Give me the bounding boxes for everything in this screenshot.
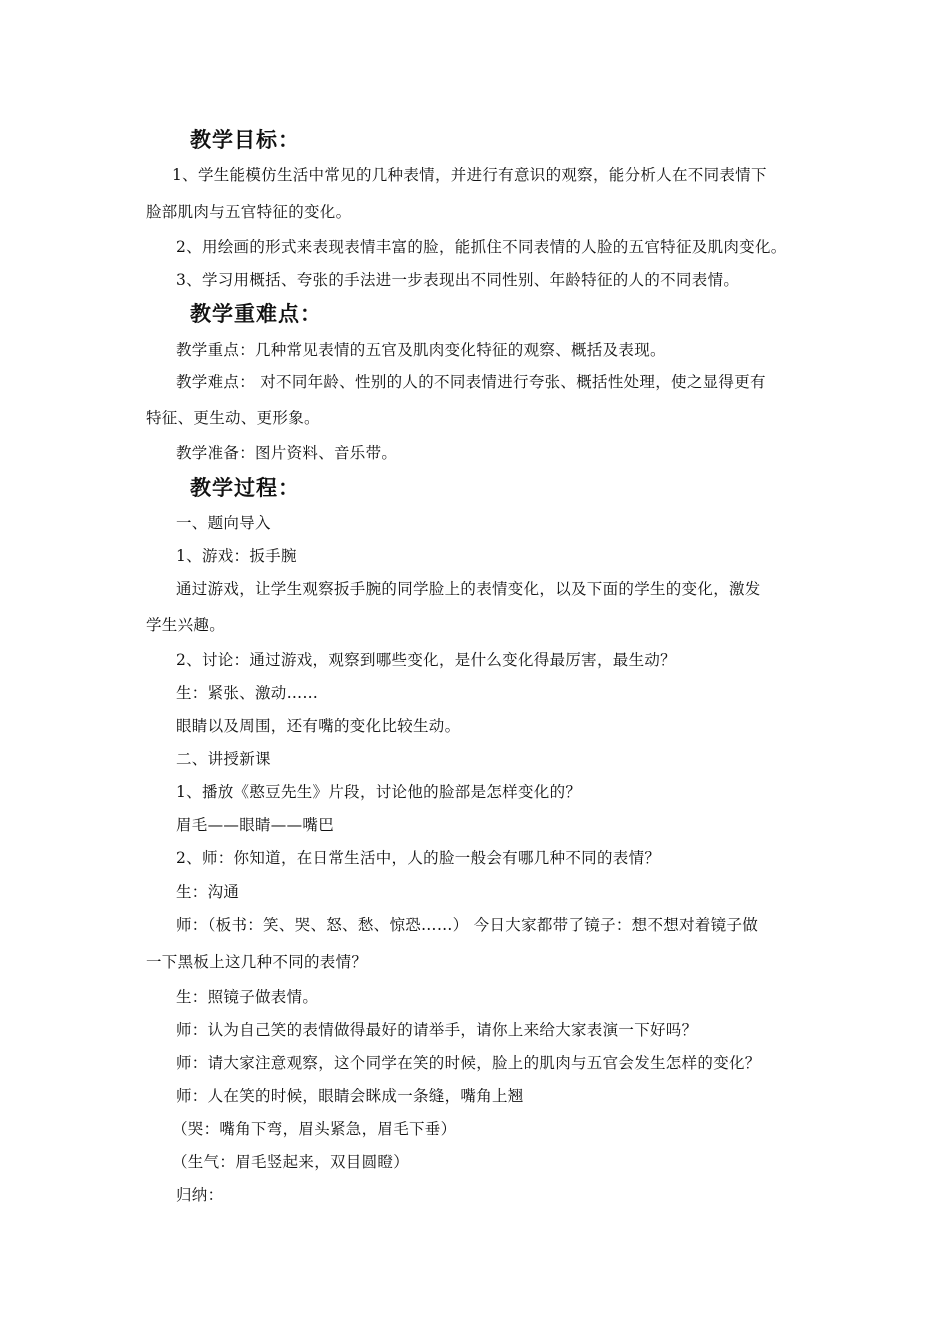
game-desc-line2: 学生兴趣。 (146, 616, 226, 634)
features: 眉毛——眼睛——嘴巴 (176, 816, 335, 834)
cry-note: （哭：嘴角下弯，眉头紧急，眉毛下垂） (172, 1120, 457, 1138)
student-answer-2: 生：沟通 (176, 883, 240, 901)
game-desc-line1: 通过游戏，让学生观察扳手腕的同学脸上的表情变化，以及下面的学生的变化，激发 (176, 580, 761, 598)
teacher-board-line1: 师：（板书：笑、哭、怒、愁、惊恐……） 今日大家都带了镜子：想不想对着镜子做 (176, 916, 759, 934)
difficulty-line1: 教学难点： 对不同年龄、性别的人的不同表情进行夸张、概括性处理，使之显得更有 (176, 373, 766, 391)
anger-note: （生气：眉毛竖起来，双目圆瞪） (172, 1153, 410, 1171)
observation: 眼睛以及周围，还有嘴的变化比较生动。 (176, 717, 461, 735)
difficulty-line2: 特征、更生动、更形象。 (146, 409, 320, 427)
preparation: 教学准备：图片资料、音乐带。 (176, 444, 398, 462)
key-point: 教学重点：几种常见表情的五官及肌肉变化特征的观察、概括及表现。 (176, 341, 666, 359)
objective-1-line2: 脸部肌肉与五官特征的变化。 (146, 203, 352, 221)
student-answer-1: 生：紧张、激动…… (176, 684, 319, 702)
teacher-observe: 师：请大家注意观察，这个同学在笑的时候，脸上的肌肉与五官会发生怎样的变化？ (176, 1054, 761, 1072)
part2-title: 二、讲授新课 (176, 750, 271, 768)
part1-title: 一、题向导入 (176, 514, 271, 532)
key-points-heading: 教学重难点： (190, 302, 322, 326)
teacher-invite: 师：认为自己笑的表情做得最好的请举手，请你上来给大家表演一下好吗？ (176, 1021, 698, 1039)
discussion: 2、讨论：通过游戏，观察到哪些变化，是什么变化得最厉害，最生动？ (176, 651, 676, 669)
teacher-smile: 师：人在笑的时候，眼睛会眯成一条缝，嘴角上翘 (176, 1087, 524, 1105)
game: 1、游戏：扳手腕 (176, 547, 297, 565)
objective-1-line1: 1、学生能模仿生活中常见的几种表情，并进行有意识的观察，能分析人在不同表情下 (172, 166, 767, 184)
teacher-board-line2: 一下黑板上这几种不同的表情？ (146, 953, 368, 971)
teacher-question: 2、师：你知道，在日常生活中，人的脸一般会有哪几种不同的表情？ (176, 849, 661, 867)
video: 1、播放《憨豆先生》片段，讨论他的脸部是怎样变化的？ (176, 783, 582, 801)
student-mirror: 生：照镜子做表情。 (176, 988, 319, 1006)
summary: 归纳： (176, 1186, 224, 1204)
process-heading: 教学过程： (190, 476, 300, 500)
objective-3: 3、学习用概括、夸张的手法进一步表现出不同性别、年龄特征的人的不同表情。 (176, 271, 740, 289)
objective-2: 2、用绘画的形式来表现表情丰富的脸，能抓住不同表情的人脸的五官特征及肌肉变化。 (176, 238, 787, 256)
objectives-heading: 教学目标： (190, 128, 300, 152)
